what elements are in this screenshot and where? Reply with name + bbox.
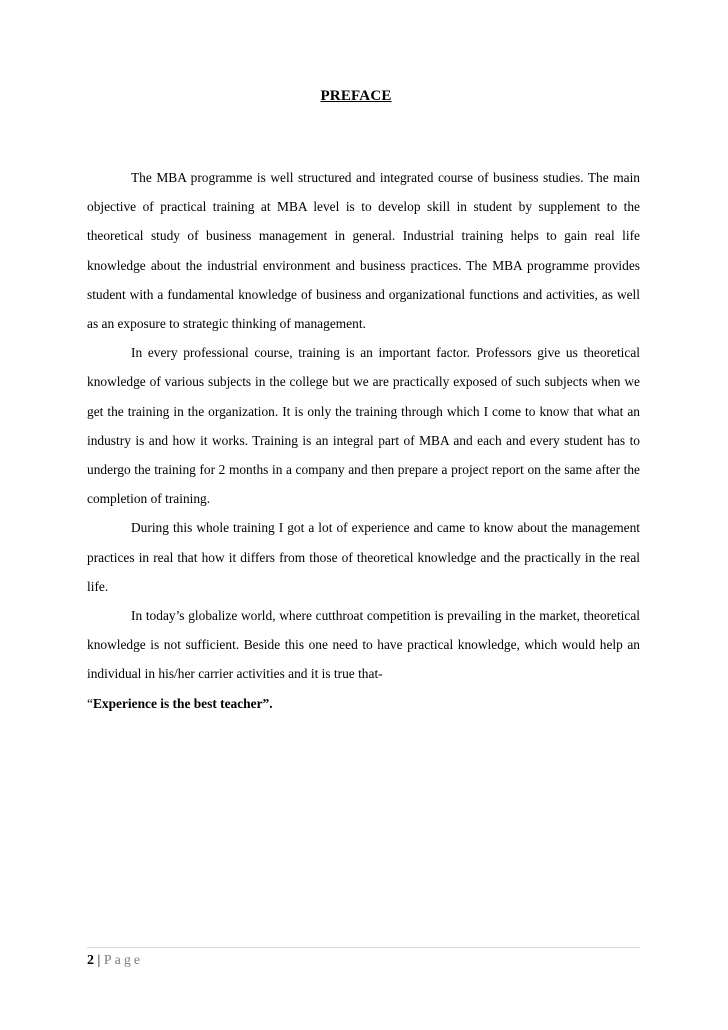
body-text [87,163,640,718]
page-footer [87,953,143,969]
quote-open-mark: “ [87,695,93,711]
footer-divider [87,947,640,948]
footer-separator: | [97,953,101,968]
paragraph-1: The MBA programme is well structured and integrated course of business studies. The main objective of practical training at MBA level is to develop skill in student by supplement to the theoretical study of business management in general. Industrial training helps to gain real life knowledge about the industrial environment and business practices. The MBA programme provides student with a fundamental knowledge of business and organizational functions and activities, as well as an exposure to strategic thinking of management. [87,170,640,332]
quote-line [87,689,640,718]
quote-text: Experience is the best teacher”. [92,695,273,711]
page-label: Page [103,953,144,968]
paragraph-2: In every professional course, training is an important factor. Professors give us theoretical knowledge of various subjects in the college but we are practically exposed of such subjects when we get the training in the organization. It is only the training through which I come to know that what an industry is and how it works. Training is an integral part of MBA and each and every student has to undergo the training for 2 months in a company and then prepare a project report on the same after the completion of training. [87,345,640,507]
page-title: PREFACE [320,88,392,104]
paragraph-4: In today’s globalize world, where cutthroat competition is prevailing in the market, theoretical knowledge is not sufficient. Beside this one need to have practical knowledge, which would help an individual in his/her carrier activities and it is true that- [87,608,640,682]
paragraph-3: During this whole training I got a lot of experience and came to know about the management practices in real that how it differs from those of theoretical knowledge and the practically in the real life. [87,520,640,594]
page-number: 2 [87,953,94,968]
